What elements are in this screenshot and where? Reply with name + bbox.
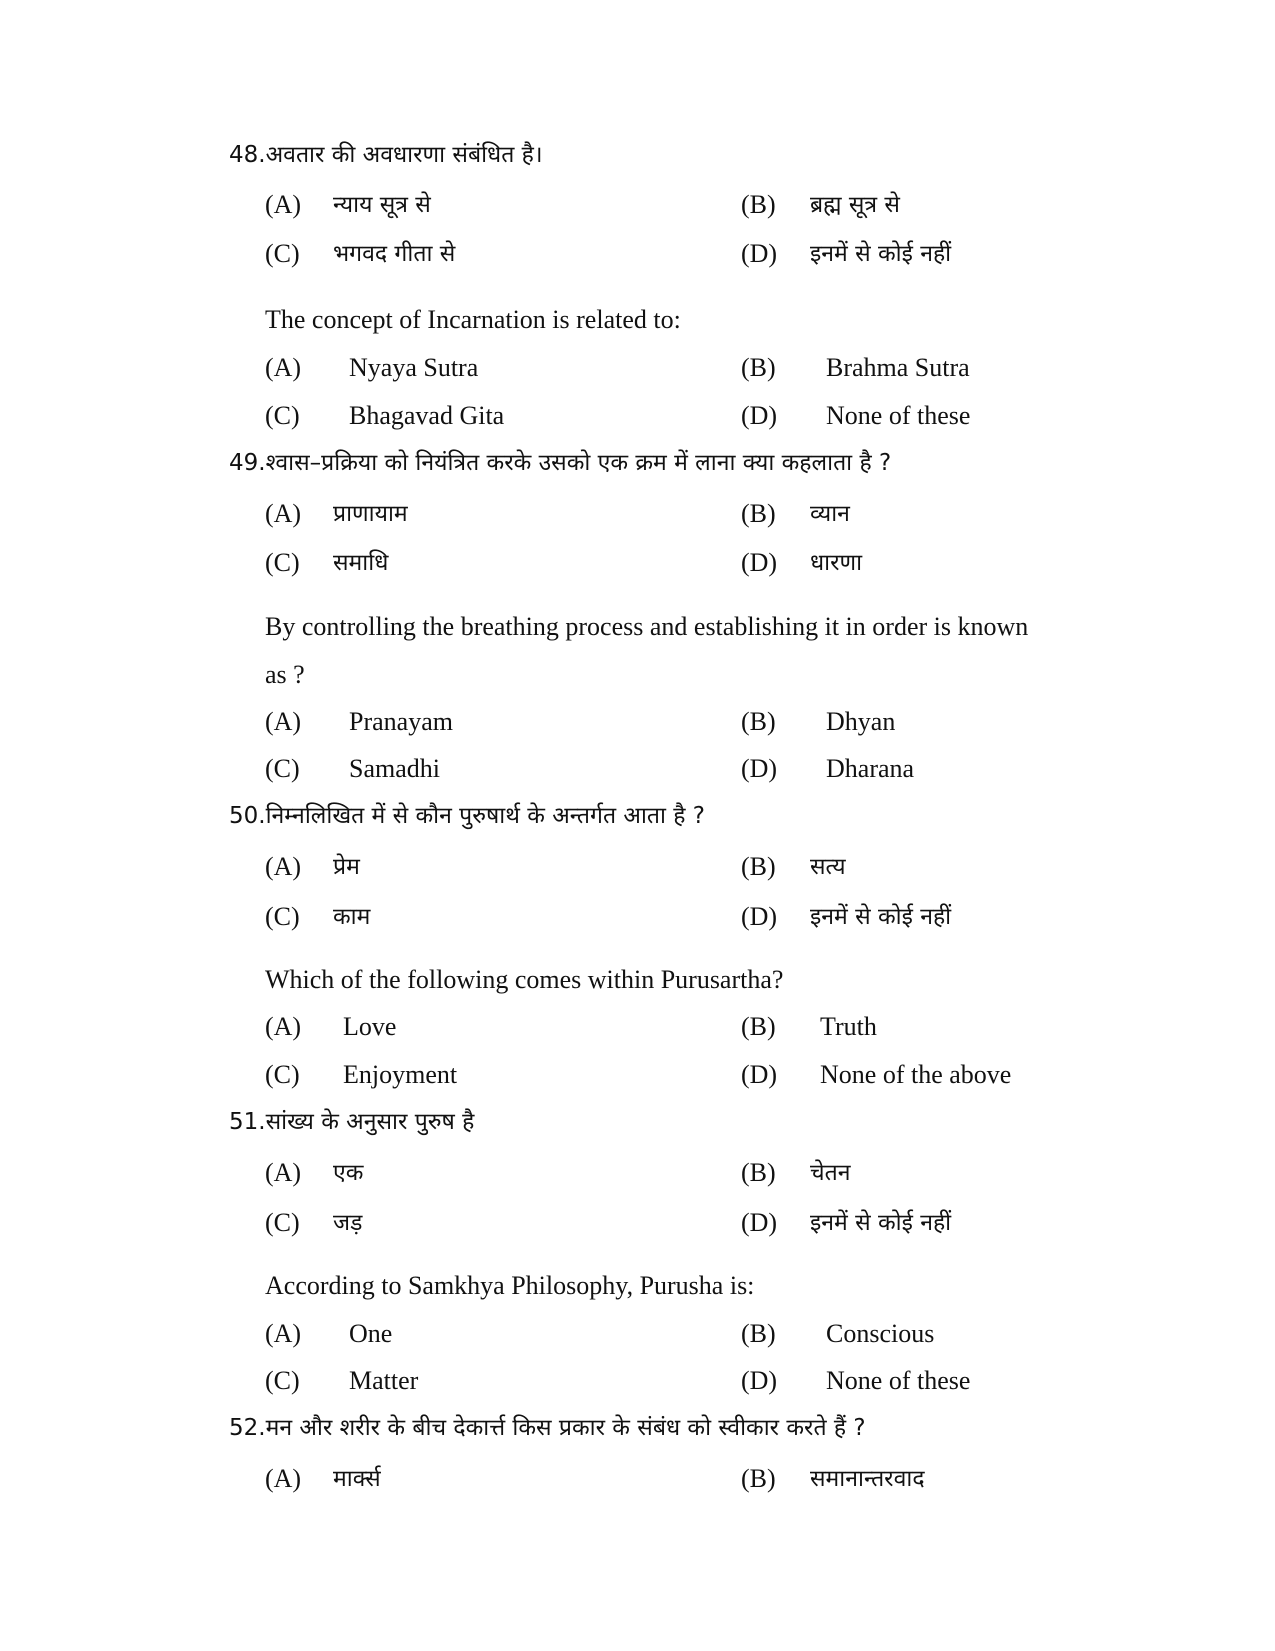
q50-en-option-c: Enjoyment — [343, 1060, 458, 1089]
q50-en-option-a: Love — [343, 1012, 397, 1041]
q48-hi-option-a: न्याय सूत्र से — [333, 192, 431, 218]
q51-hi-option-b-label: (B) — [741, 1158, 776, 1187]
q50-hi-option-d: इनमें से कोई नहीं — [810, 904, 952, 930]
question-49-english: By controlling the breathing process and establishing it in order is known — [265, 612, 1029, 641]
q48-hi-option-d-label: (D) — [741, 239, 778, 268]
q48-hi-option-d: इनमें से कोई नहीं — [810, 241, 952, 267]
question-48-hindi: 48.अवतार की अवधारणा संबंधित है। — [229, 142, 543, 168]
q51-hi-option-a: एक — [333, 1160, 364, 1186]
q50-hi-option-a: प्रेम — [333, 854, 360, 880]
q48-hi-option-b-label: (B) — [741, 190, 776, 219]
q50-en-option-a-label: (A) — [265, 1012, 302, 1041]
q49-hi-option-a-label: (A) — [265, 499, 302, 528]
q48-en-option-a-label: (A) — [265, 353, 302, 382]
q49-en-option-d-label: (D) — [741, 754, 778, 783]
q50-en-option-d-label: (D) — [741, 1060, 778, 1089]
q52-hi-option-b: समानान्तरवाद — [810, 1466, 925, 1492]
q48-hi-option-c: भगवद गीता से — [333, 241, 456, 267]
q51-en-option-a: One — [349, 1319, 393, 1348]
q52-hi-option-b-label: (B) — [741, 1464, 776, 1493]
q48-en-option-c-label: (C) — [265, 401, 300, 430]
q49-en-option-b: Dhyan — [826, 707, 896, 736]
q51-en-option-c-label: (C) — [265, 1366, 300, 1395]
q49-hi-option-d-label: (D) — [741, 548, 778, 577]
q50-en-option-d: None of the above — [820, 1060, 1012, 1089]
q49-hi-option-d: धारणा — [810, 550, 863, 576]
q50-en-option-c-label: (C) — [265, 1060, 300, 1089]
question-49-hindi: 49.श्वास–प्रक्रिया को नियंत्रित करके उसको एक क्रम में लाना क्या कहलाता है ? — [229, 450, 892, 476]
q51-hi-option-c: जड़ — [333, 1210, 363, 1236]
q48-en-option-d-label: (D) — [741, 401, 778, 430]
question-50-hindi: 50.निम्नलिखित में से कौन पुरुषार्थ के अन्तर्गत आता है ? — [229, 803, 705, 829]
q49-en-option-c-label: (C) — [265, 754, 300, 783]
q52-hi-option-a-label: (A) — [265, 1464, 302, 1493]
q49-en-option-a-label: (A) — [265, 707, 302, 736]
question-52-hindi: 52.मन और शरीर के बीच देकार्त्त किस प्रकार के संबंध को स्वीकार करते हैं ? — [229, 1415, 866, 1441]
q51-hi-option-b: चेतन — [810, 1160, 851, 1186]
q48-en-option-c: Bhagavad Gita — [349, 401, 505, 430]
q51-en-option-b-label: (B) — [741, 1319, 776, 1348]
q49-hi-option-b-label: (B) — [741, 499, 776, 528]
question-48-english: The concept of Incarnation is related to: — [265, 305, 681, 334]
q49-hi-option-c: समाधि — [333, 550, 389, 576]
question-50-english: Which of the following comes within Purusartha? — [265, 965, 784, 994]
q50-hi-option-b: सत्य — [810, 854, 846, 880]
q48-hi-option-a-label: (A) — [265, 190, 302, 219]
q51-en-option-a-label: (A) — [265, 1319, 302, 1348]
q50-hi-option-d-label: (D) — [741, 902, 778, 931]
q52-hi-option-a: मार्क्स — [333, 1466, 381, 1492]
q49-en-option-d: Dharana — [826, 754, 915, 783]
q48-en-option-b: Brahma Sutra — [826, 353, 970, 382]
q48-en-option-a: Nyaya Sutra — [349, 353, 479, 382]
q50-hi-option-c: काम — [333, 904, 371, 930]
question-51-english: According to Samkhya Philosophy, Purusha is: — [265, 1271, 755, 1300]
q48-hi-option-c-label: (C) — [265, 239, 300, 268]
question-49-english-cont: as ? — [265, 660, 305, 689]
q51-en-option-c: Matter — [349, 1366, 419, 1395]
q51-hi-option-d-label: (D) — [741, 1208, 778, 1237]
q48-hi-option-b: ब्रह्म सूत्र से — [810, 192, 900, 218]
q50-en-option-b: Truth — [820, 1012, 877, 1041]
q51-en-option-d-label: (D) — [741, 1366, 778, 1395]
q49-hi-option-b: व्यान — [810, 501, 850, 527]
q51-en-option-d: None of these — [826, 1366, 971, 1395]
q50-hi-option-c-label: (C) — [265, 902, 300, 931]
q50-en-option-b-label: (B) — [741, 1012, 776, 1041]
q51-hi-option-a-label: (A) — [265, 1158, 302, 1187]
q49-en-option-b-label: (B) — [741, 707, 776, 736]
q51-hi-option-d: इनमें से कोई नहीं — [810, 1210, 952, 1236]
q51-hi-option-c-label: (C) — [265, 1208, 300, 1237]
q48-en-option-b-label: (B) — [741, 353, 776, 382]
q48-en-option-d: None of these — [826, 401, 971, 430]
q49-hi-option-c-label: (C) — [265, 548, 300, 577]
q51-en-option-b: Conscious — [826, 1319, 935, 1348]
q50-hi-option-b-label: (B) — [741, 852, 776, 881]
q49-en-option-a: Pranayam — [349, 707, 453, 736]
q49-hi-option-a: प्राणायाम — [333, 501, 408, 527]
q49-en-option-c: Samadhi — [349, 754, 440, 783]
q50-hi-option-a-label: (A) — [265, 852, 302, 881]
question-51-hindi: 51.सांख्य के अनुसार पुरुष है — [229, 1109, 475, 1135]
